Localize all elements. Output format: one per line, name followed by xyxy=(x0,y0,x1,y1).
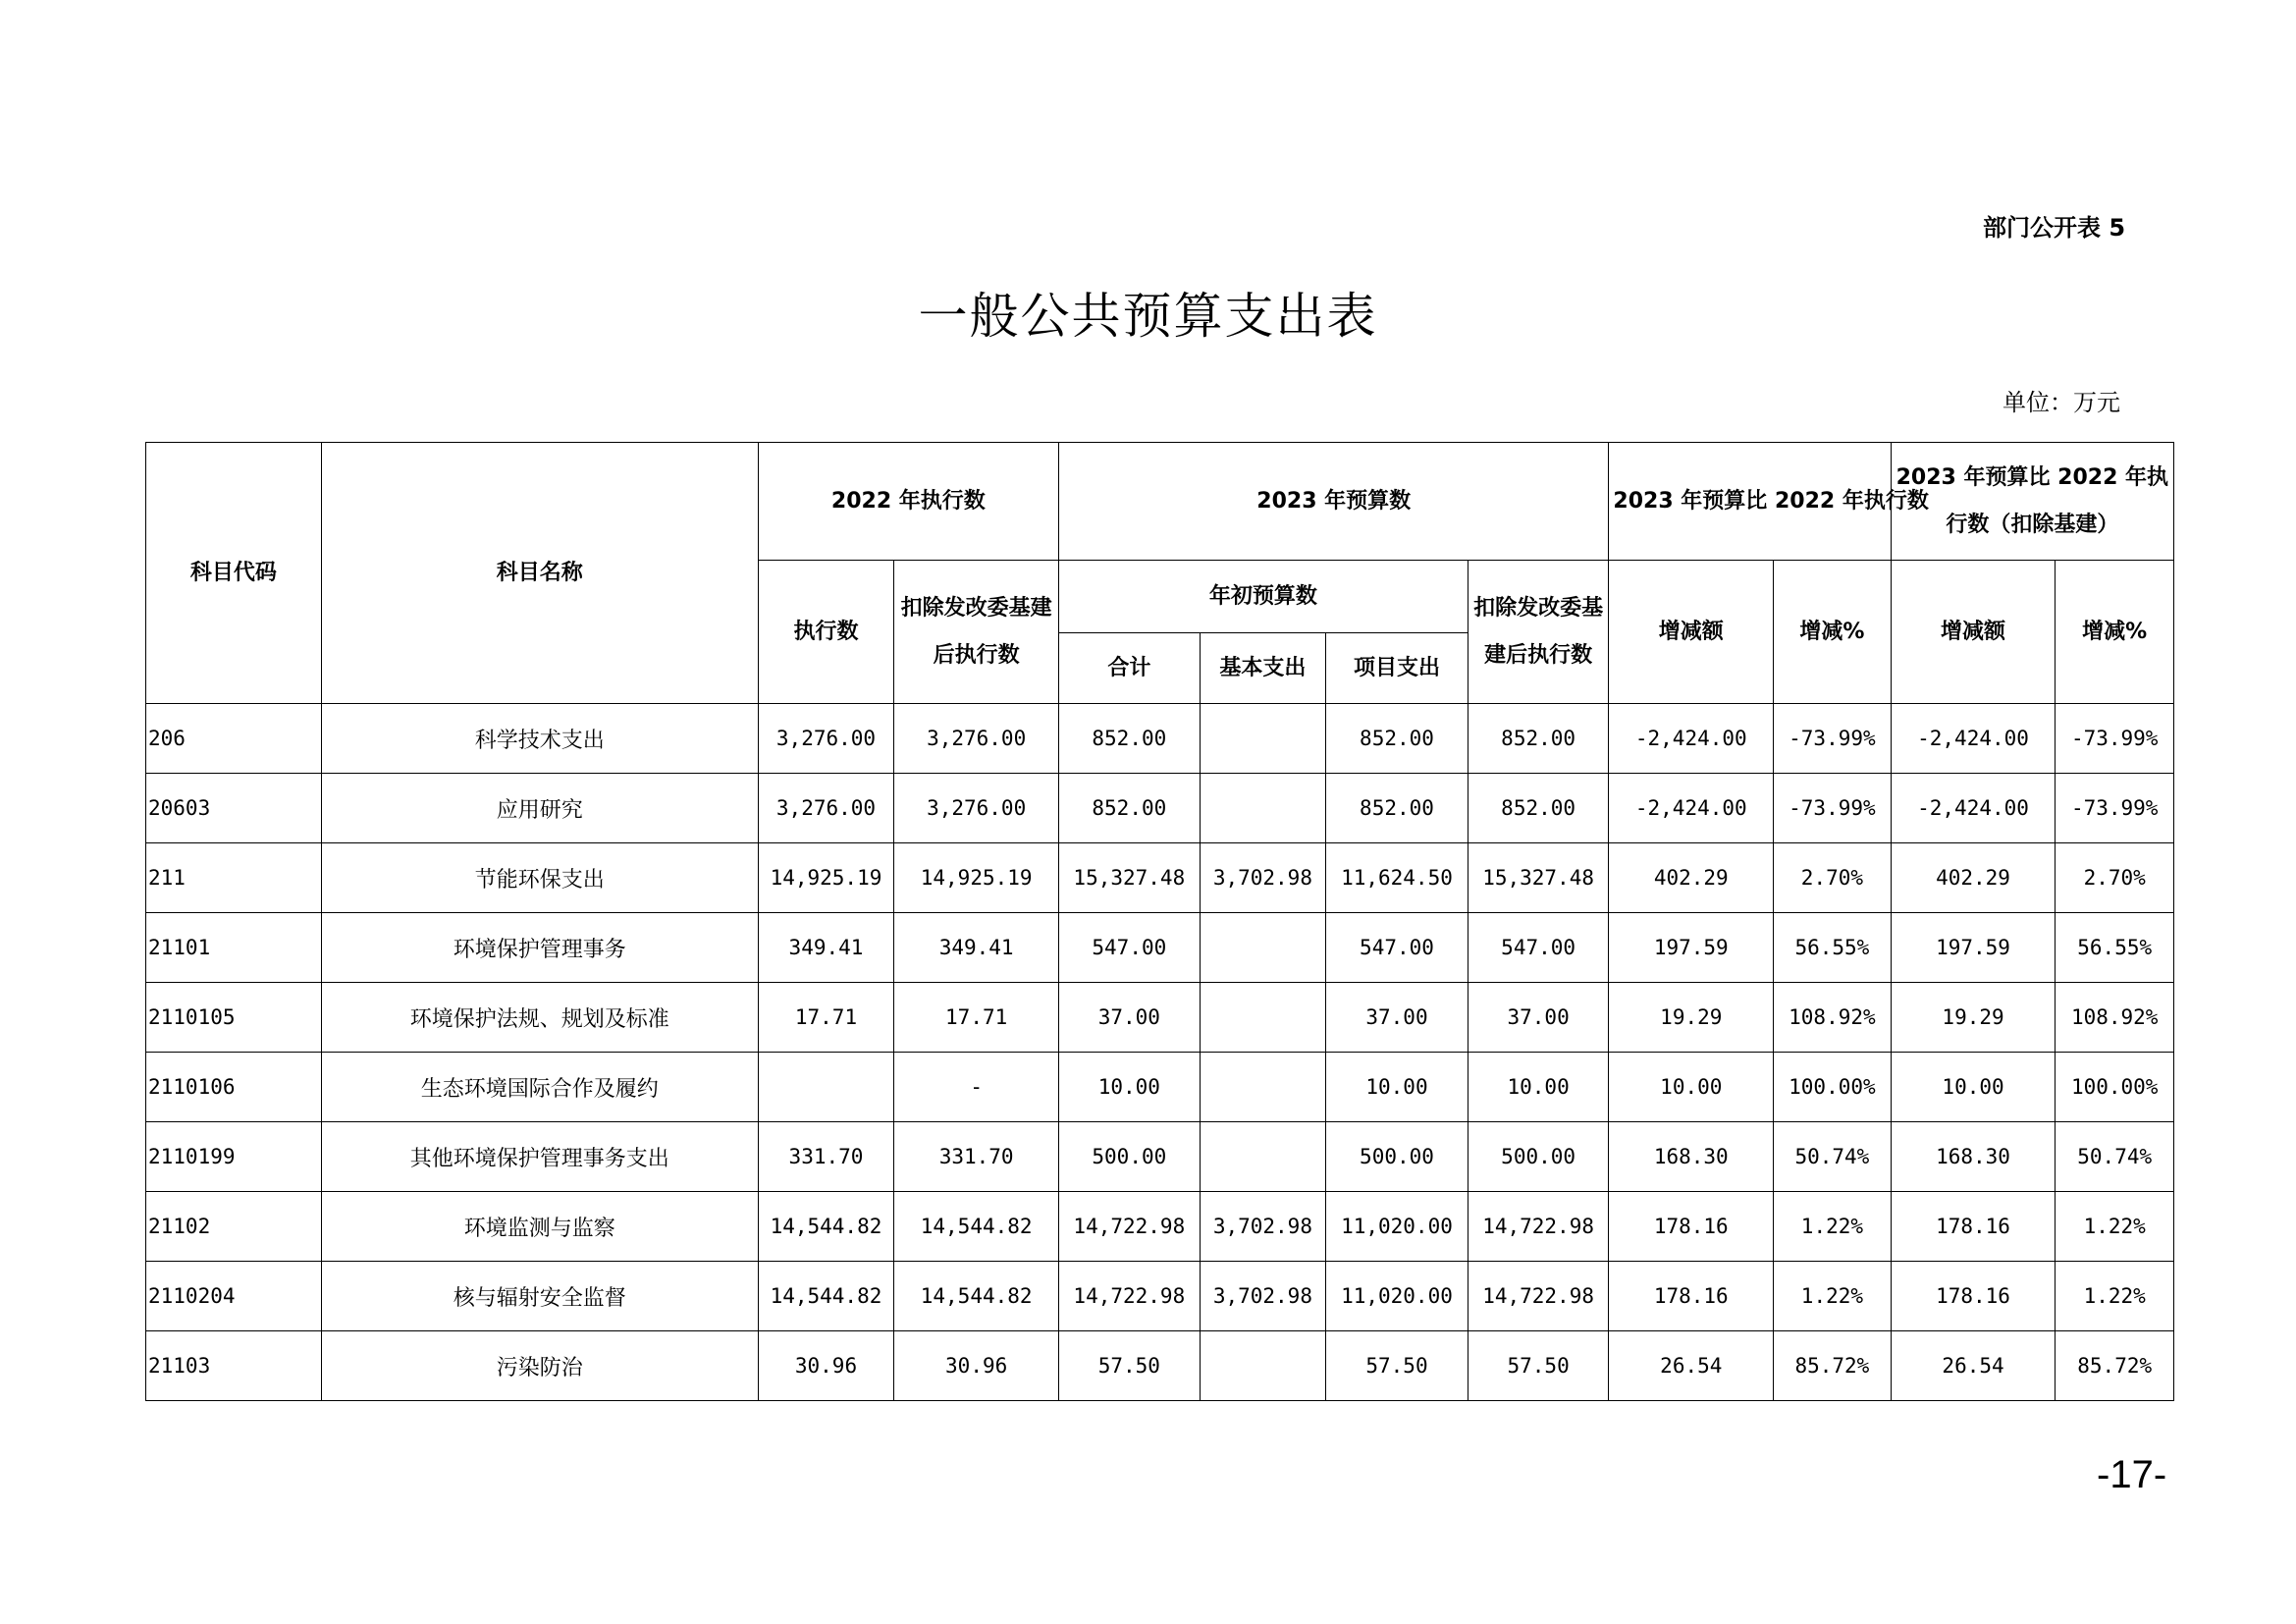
cell-exec-excl: - xyxy=(894,1053,1059,1122)
cell-exec-excl: 3,276.00 xyxy=(894,704,1059,774)
cell-exec-excl: 349.41 xyxy=(894,913,1059,983)
cell-pct-excl: -73.99% xyxy=(2056,774,2174,843)
table-row xyxy=(146,913,2174,983)
cell-exec: 331.70 xyxy=(758,1122,894,1192)
header-exec-excl: 扣除发改委基建后执行数 xyxy=(894,561,1059,704)
cell-pct: 100.00% xyxy=(1774,1053,1892,1122)
cell-basic xyxy=(1200,774,1326,843)
unit-label: 单位：万元 xyxy=(2002,389,2120,416)
cell-name: 科学技术支出 xyxy=(321,704,758,774)
cell-total: 37.00 xyxy=(1059,983,1201,1053)
cell-name: 生态环境国际合作及履约 xyxy=(321,1053,758,1122)
cell-pct-excl: 50.74% xyxy=(2056,1122,2174,1192)
cell-diff: -2,424.00 xyxy=(1609,774,1774,843)
cell-pct: 1.22% xyxy=(1774,1192,1892,1262)
header-exec: 执行数 xyxy=(758,561,894,704)
cell-basic: 3,702.98 xyxy=(1200,843,1326,913)
cell-pct-excl: 2.70% xyxy=(2056,843,2174,913)
cell-name: 环境监测与监察 xyxy=(321,1192,758,1262)
header-initial-budget: 年初预算数 xyxy=(1059,561,1468,633)
cell-basic xyxy=(1200,1331,1326,1401)
cell-diff: 178.16 xyxy=(1609,1192,1774,1262)
header-total: 合计 xyxy=(1059,633,1201,704)
header-diff-excl: 增减额 xyxy=(1891,561,2056,704)
header-diff: 增减额 xyxy=(1609,561,1774,704)
cell-total: 10.00 xyxy=(1059,1053,1201,1122)
table-row xyxy=(146,1331,2174,1401)
cell-diff-excl: 26.54 xyxy=(1891,1331,2056,1401)
cell-pct: 56.55% xyxy=(1774,913,1892,983)
cell-project: 57.50 xyxy=(1326,1331,1468,1401)
header-name: 科目名称 xyxy=(321,443,758,704)
cell-total: 14,722.98 xyxy=(1059,1192,1201,1262)
cell-diff: 402.29 xyxy=(1609,843,1774,913)
cell-diff: 178.16 xyxy=(1609,1262,1774,1331)
cell-diff-excl: 19.29 xyxy=(1891,983,2056,1053)
table-number-label: 部门公开表 5 xyxy=(1983,214,2126,242)
cell-code: 206 xyxy=(146,704,322,774)
cell-code: 2110105 xyxy=(146,983,322,1053)
cell-pct: 108.92% xyxy=(1774,983,1892,1053)
cell-budget-excl: 14,722.98 xyxy=(1468,1192,1609,1262)
cell-exec xyxy=(758,1053,894,1122)
cell-budget-excl: 37.00 xyxy=(1468,983,1609,1053)
cell-exec: 349.41 xyxy=(758,913,894,983)
cell-exec-excl: 30.96 xyxy=(894,1331,1059,1401)
cell-total: 15,327.48 xyxy=(1059,843,1201,913)
table-row xyxy=(146,774,2174,843)
cell-diff-excl: 10.00 xyxy=(1891,1053,2056,1122)
table-row xyxy=(146,983,2174,1053)
table-row xyxy=(146,1262,2174,1331)
cell-total: 852.00 xyxy=(1059,704,1201,774)
page-title: 一般公共预算支出表 xyxy=(918,288,1378,345)
cell-exec-excl: 14,544.82 xyxy=(894,1262,1059,1331)
cell-diff: 19.29 xyxy=(1609,983,1774,1053)
cell-basic xyxy=(1200,913,1326,983)
header-comparison: 2023 年预算比 2022 年执行数 xyxy=(1609,443,1891,561)
cell-code: 21102 xyxy=(146,1192,322,1262)
cell-pct-excl: -73.99% xyxy=(2056,704,2174,774)
cell-diff: 168.30 xyxy=(1609,1122,1774,1192)
cell-budget-excl: 10.00 xyxy=(1468,1053,1609,1122)
cell-diff-excl: 178.16 xyxy=(1891,1192,2056,1262)
cell-budget-excl: 14,722.98 xyxy=(1468,1262,1609,1331)
cell-code: 2110199 xyxy=(146,1122,322,1192)
cell-exec: 3,276.00 xyxy=(758,774,894,843)
cell-diff: -2,424.00 xyxy=(1609,704,1774,774)
table-row xyxy=(146,704,2174,774)
cell-exec-excl: 3,276.00 xyxy=(894,774,1059,843)
cell-pct: 2.70% xyxy=(1774,843,1892,913)
budget-expenditure-table xyxy=(145,442,2174,1401)
cell-project: 852.00 xyxy=(1326,774,1468,843)
cell-diff-excl: 197.59 xyxy=(1891,913,2056,983)
cell-name: 环境保护管理事务 xyxy=(321,913,758,983)
cell-diff-excl: -2,424.00 xyxy=(1891,704,2056,774)
cell-exec: 30.96 xyxy=(758,1331,894,1401)
cell-pct-excl: 100.00% xyxy=(2056,1053,2174,1122)
table-row xyxy=(146,843,2174,913)
cell-diff: 26.54 xyxy=(1609,1331,1774,1401)
cell-project: 547.00 xyxy=(1326,913,1468,983)
cell-pct-excl: 1.22% xyxy=(2056,1262,2174,1331)
cell-total: 547.00 xyxy=(1059,913,1201,983)
cell-budget-excl: 852.00 xyxy=(1468,704,1609,774)
cell-diff-excl: 402.29 xyxy=(1891,843,2056,913)
cell-code: 211 xyxy=(146,843,322,913)
table-body xyxy=(146,704,2174,1401)
header-basic: 基本支出 xyxy=(1200,633,1326,704)
cell-diff-excl: -2,424.00 xyxy=(1891,774,2056,843)
cell-budget-excl: 500.00 xyxy=(1468,1122,1609,1192)
cell-budget-excl: 57.50 xyxy=(1468,1331,1609,1401)
header-comparison-excl: 2023 年预算比 2022 年执行数（扣除基建） xyxy=(1891,443,2173,561)
cell-total: 14,722.98 xyxy=(1059,1262,1201,1331)
cell-pct: -73.99% xyxy=(1774,774,1892,843)
cell-basic xyxy=(1200,704,1326,774)
cell-basic xyxy=(1200,1053,1326,1122)
cell-pct-excl: 108.92% xyxy=(2056,983,2174,1053)
cell-total: 500.00 xyxy=(1059,1122,1201,1192)
cell-pct: -73.99% xyxy=(1774,704,1892,774)
cell-project: 500.00 xyxy=(1326,1122,1468,1192)
header-budget-2023: 2023 年预算数 xyxy=(1059,443,1609,561)
cell-code: 2110204 xyxy=(146,1262,322,1331)
page-number: -17- xyxy=(2097,1453,2167,1496)
cell-total: 57.50 xyxy=(1059,1331,1201,1401)
cell-name: 污染防治 xyxy=(321,1331,758,1401)
header-pct-excl: 增减% xyxy=(2056,561,2174,704)
header-pct: 增减% xyxy=(1774,561,1892,704)
table-row xyxy=(146,1053,2174,1122)
cell-budget-excl: 15,327.48 xyxy=(1468,843,1609,913)
cell-project: 11,020.00 xyxy=(1326,1192,1468,1262)
cell-pct: 50.74% xyxy=(1774,1122,1892,1192)
cell-pct: 1.22% xyxy=(1774,1262,1892,1331)
cell-diff-excl: 178.16 xyxy=(1891,1262,2056,1331)
cell-project: 10.00 xyxy=(1326,1053,1468,1122)
cell-pct: 85.72% xyxy=(1774,1331,1892,1401)
cell-basic: 3,702.98 xyxy=(1200,1262,1326,1331)
cell-code: 2110106 xyxy=(146,1053,322,1122)
cell-exec: 3,276.00 xyxy=(758,704,894,774)
cell-basic: 3,702.98 xyxy=(1200,1192,1326,1262)
cell-pct-excl: 1.22% xyxy=(2056,1192,2174,1262)
cell-exec: 14,544.82 xyxy=(758,1262,894,1331)
cell-code: 21103 xyxy=(146,1331,322,1401)
cell-pct-excl: 85.72% xyxy=(2056,1331,2174,1401)
cell-total: 852.00 xyxy=(1059,774,1201,843)
cell-code: 20603 xyxy=(146,774,322,843)
cell-diff-excl: 168.30 xyxy=(1891,1122,2056,1192)
header-budget-excl: 扣除发改委基建后执行数 xyxy=(1468,561,1609,704)
cell-budget-excl: 547.00 xyxy=(1468,913,1609,983)
cell-pct-excl: 56.55% xyxy=(2056,913,2174,983)
cell-diff: 10.00 xyxy=(1609,1053,1774,1122)
cell-project: 11,020.00 xyxy=(1326,1262,1468,1331)
cell-project: 11,624.50 xyxy=(1326,843,1468,913)
cell-exec-excl: 331.70 xyxy=(894,1122,1059,1192)
table-row xyxy=(146,1192,2174,1262)
cell-basic xyxy=(1200,1122,1326,1192)
cell-exec-excl: 14,925.19 xyxy=(894,843,1059,913)
cell-exec: 17.71 xyxy=(758,983,894,1053)
header-project: 项目支出 xyxy=(1326,633,1468,704)
header-code: 科目代码 xyxy=(146,443,322,704)
cell-project: 37.00 xyxy=(1326,983,1468,1053)
cell-exec-excl: 14,544.82 xyxy=(894,1192,1059,1262)
cell-name: 应用研究 xyxy=(321,774,758,843)
cell-exec: 14,925.19 xyxy=(758,843,894,913)
cell-exec: 14,544.82 xyxy=(758,1192,894,1262)
cell-name: 其他环境保护管理事务支出 xyxy=(321,1122,758,1192)
cell-exec-excl: 17.71 xyxy=(894,983,1059,1053)
cell-name: 环境保护法规、规划及标准 xyxy=(321,983,758,1053)
cell-basic xyxy=(1200,983,1326,1053)
cell-name: 核与辐射安全监督 xyxy=(321,1262,758,1331)
cell-name: 节能环保支出 xyxy=(321,843,758,913)
cell-project: 852.00 xyxy=(1326,704,1468,774)
cell-code: 21101 xyxy=(146,913,322,983)
cell-diff: 197.59 xyxy=(1609,913,1774,983)
table-row xyxy=(146,1122,2174,1192)
header-exec-2022: 2022 年执行数 xyxy=(758,443,1058,561)
cell-budget-excl: 852.00 xyxy=(1468,774,1609,843)
